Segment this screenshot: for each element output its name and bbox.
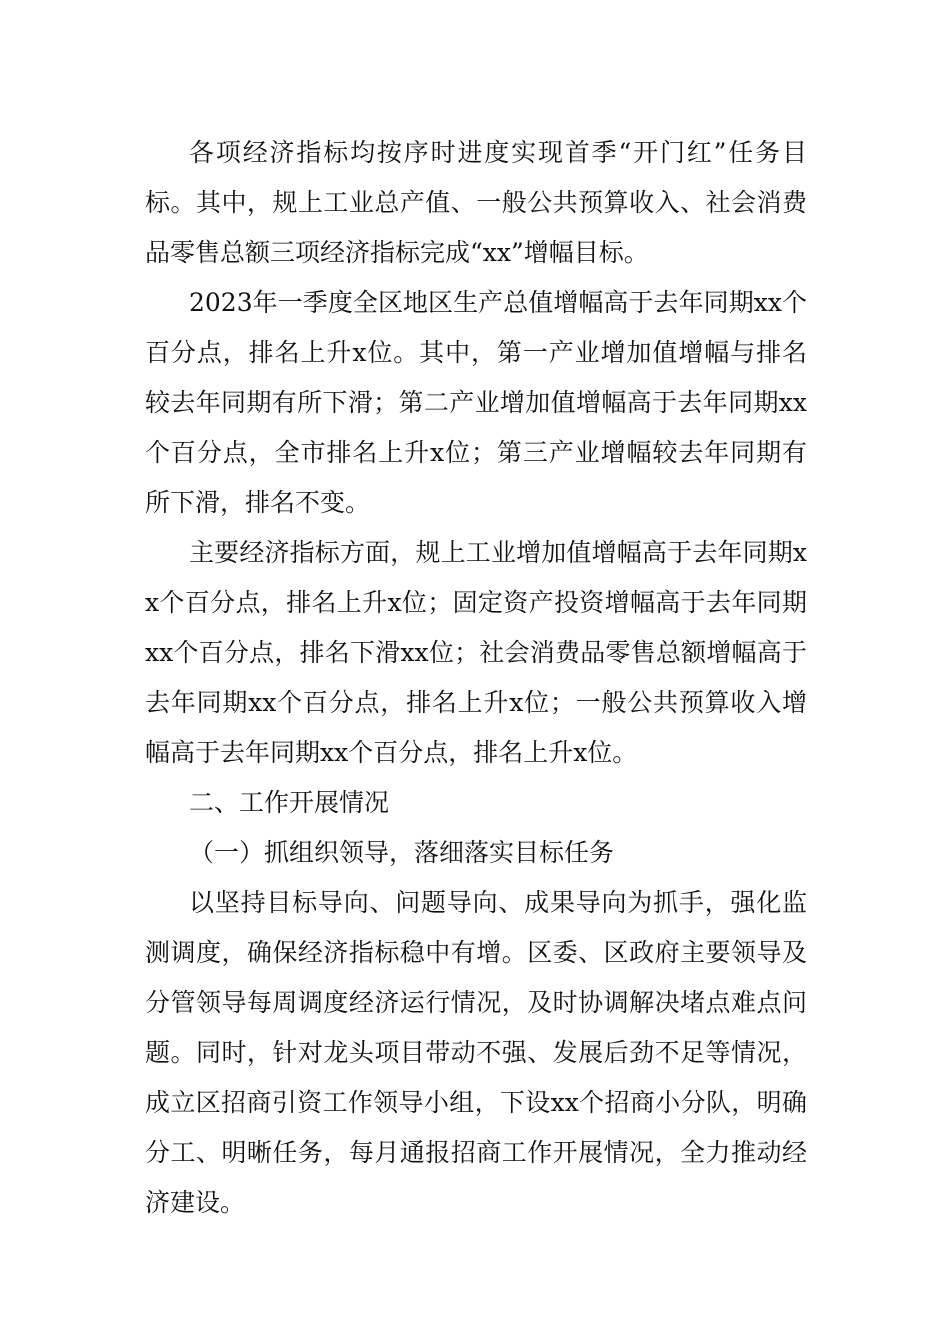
paragraph-organization-leadership: 以坚持目标导向、问题导向、成果导向为抓手，强化监测调度，确保经济指标稳中有增。区委、区政府主要领导及分管领导每周调度经济运行情况，及时协调解决堵点难点问题。同时，针对龙头项目带动不强、发展后劲不足等情况，成立区招商引资工作领导小组，下设xx个招商小分队，明确分工、明晰任务，每月通报招商工作开展情况，全力推动经济建设。 <box>145 888 807 1217</box>
subsection-heading: （一）抓组织领导，落细落实目标任务 <box>189 838 615 867</box>
section-heading: 二、工作开展情况 <box>189 788 390 817</box>
paragraph-gdp-growth: 2023年一季度全区地区生产总值增幅高于去年同期xx个百分点，排名上升x位。其中，第一产业增加值增幅与排名较去年同期有所下滑；第二产业增加值增幅高于去年同期xx个百分点，全市排名上升x位；第三产业增幅较去年同期有所下滑，排名不变。 <box>145 288 807 517</box>
paragraph-main-indicators: 主要经济指标方面，规上工业增加值增幅高于去年同期xx个百分点，排名上升x位；固定资产投资增幅高于去年同期xx个百分点，排名下滑xx位；社会消费品零售总额增幅高于去年同期xx个百分点，排名上升x位；一般公共预算收入增幅高于去年同期xx个百分点，排名上升x位。 <box>145 538 807 767</box>
document-body <box>145 128 807 1228</box>
paragraph-first-quarter-targets: 各项经济指标均按序时进度实现首季“开门红”任务目标。其中，规上工业总产值、一般公共预算收入、社会消费品零售总额三项经济指标完成“xx”增幅目标。 <box>145 138 807 267</box>
